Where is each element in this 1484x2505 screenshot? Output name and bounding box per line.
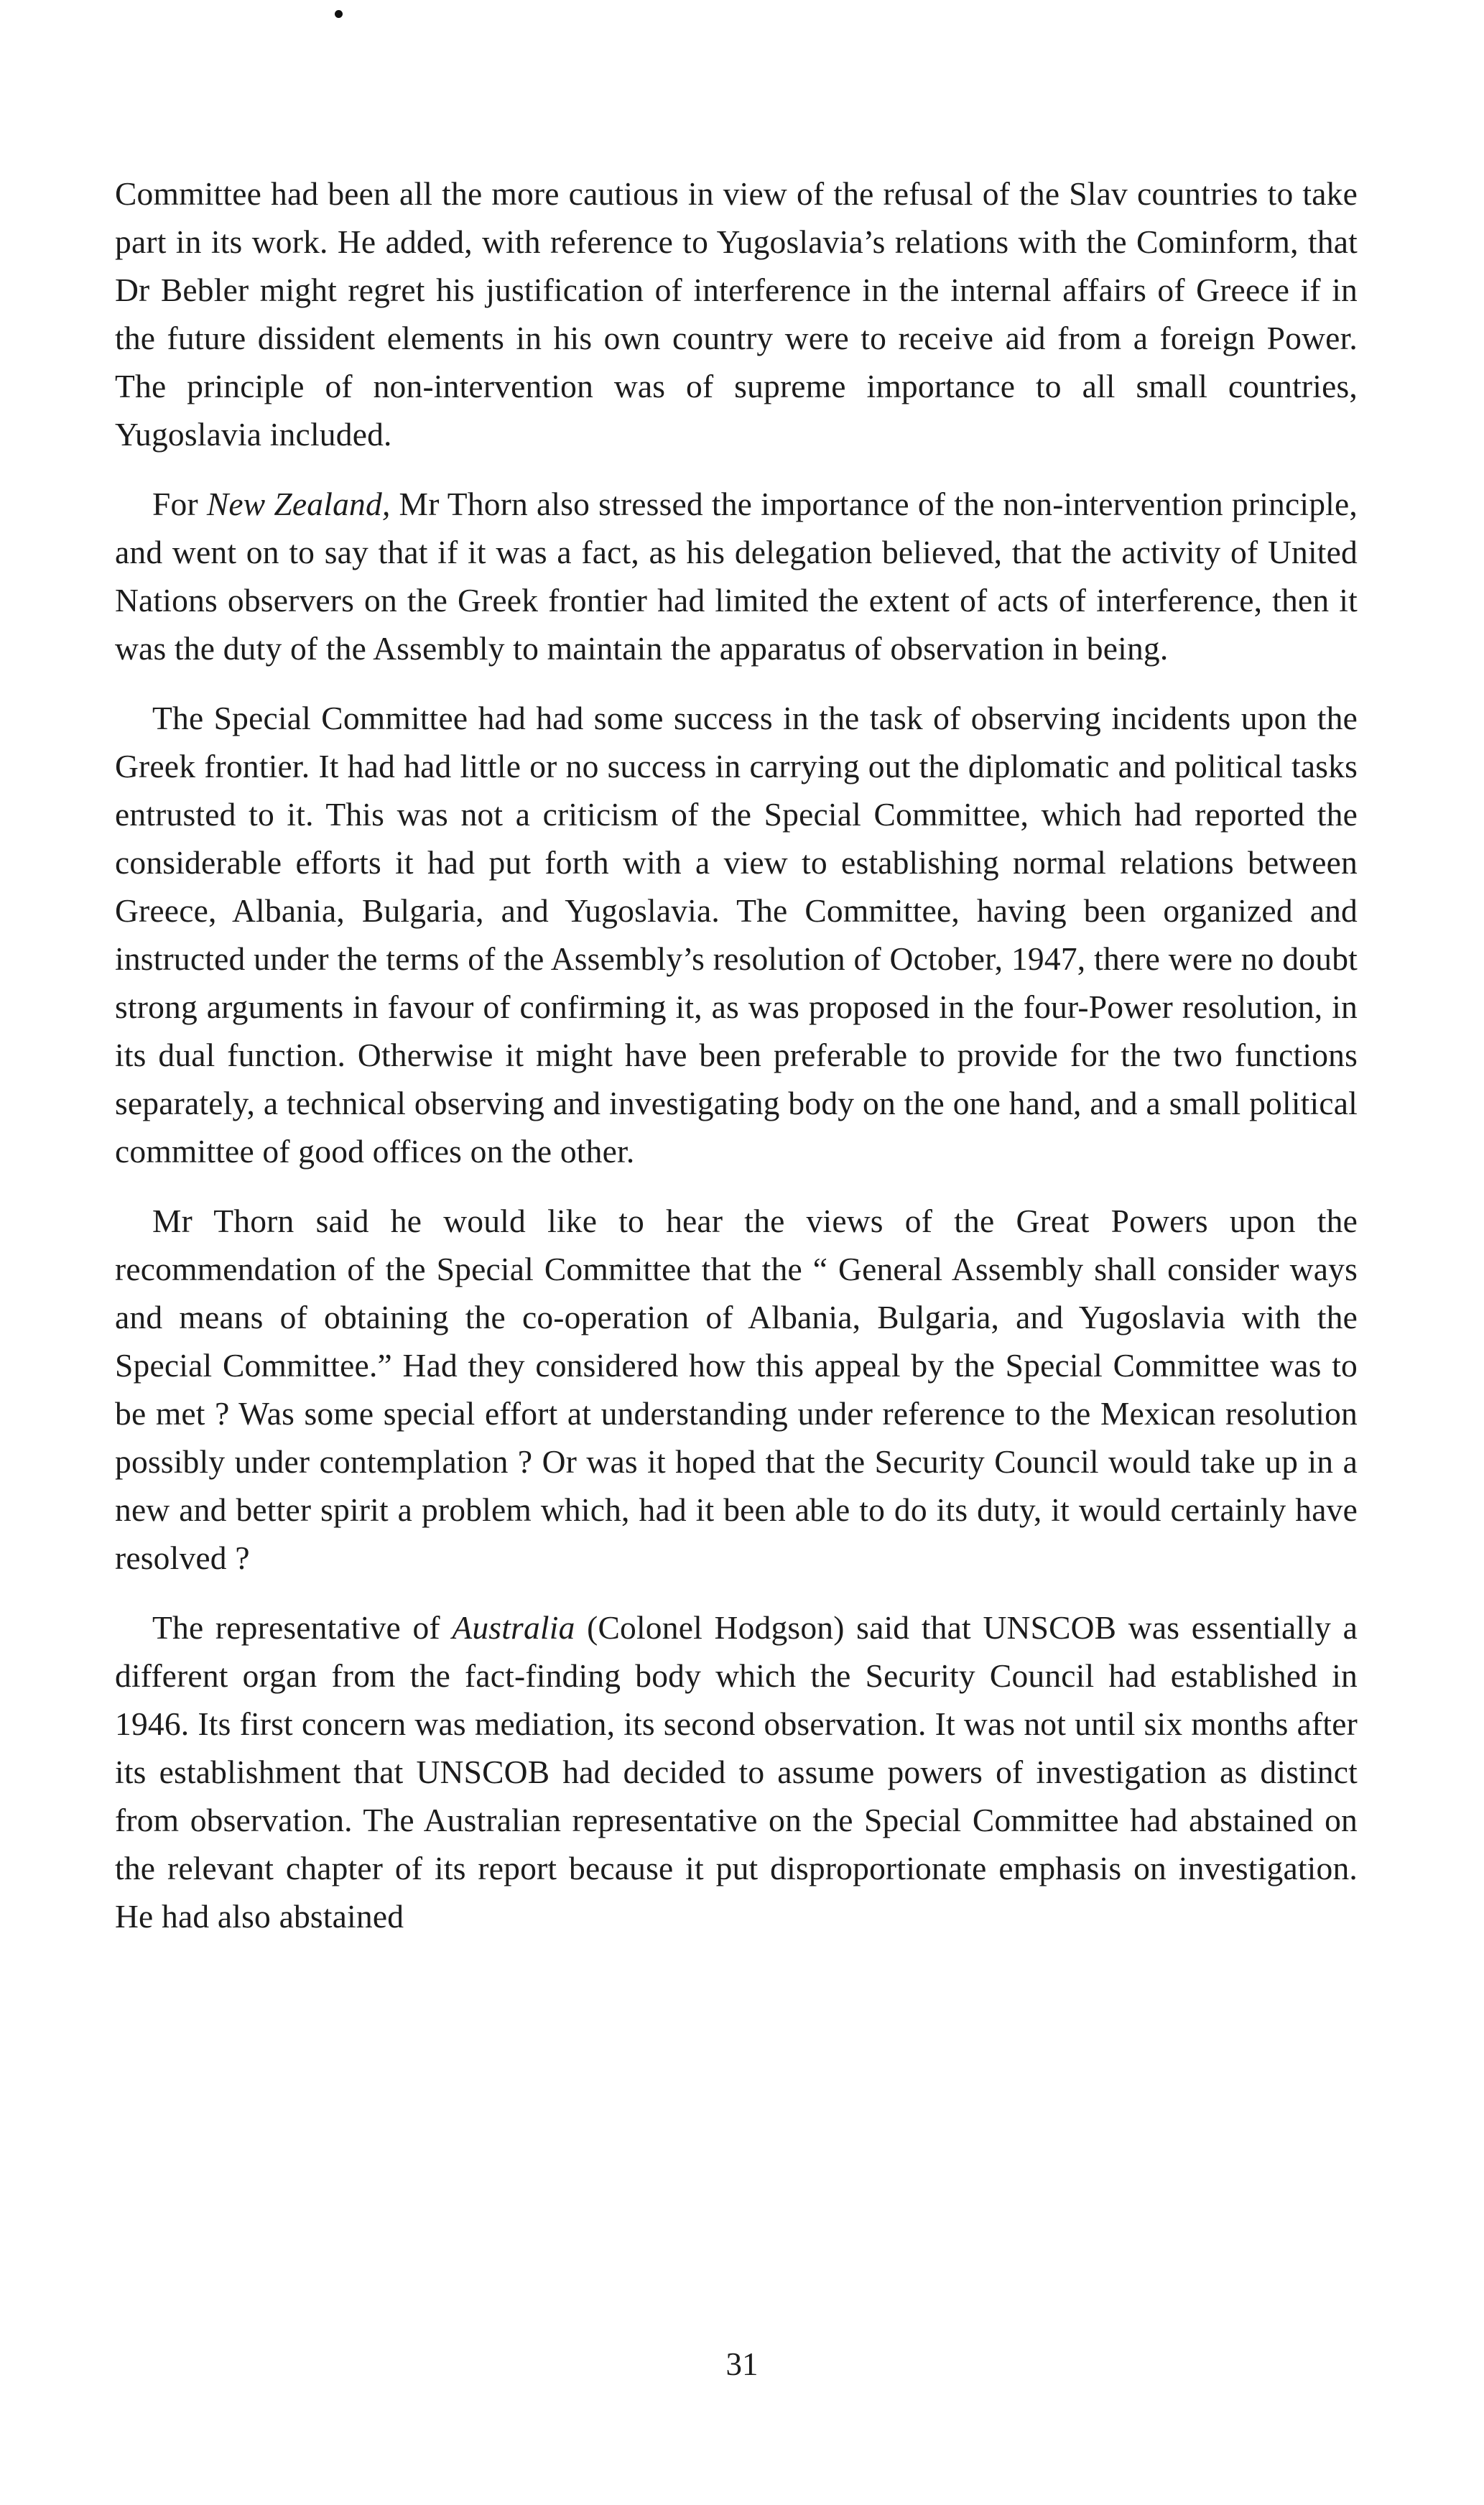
paragraph-3 bbox=[115, 694, 1358, 1175]
paragraph-5-text: (Colonel Hodgson) said that UNSCOB was essentially a different organ from the fact-finding body which the Security Council had established in 1946. Its first concern was mediation, its second observation. It was not until six months after its establishment that UNSCOB had decided to assume powers of investigation as distinct from observation. The Australian representative on the Special Committee had abstained on the relevant chapter of its report because it put disproportionate emphasis on investigation. He had also abstained bbox=[115, 1609, 1358, 1935]
paragraph-5-lead: The representative of bbox=[152, 1609, 453, 1646]
country-australia: Australia bbox=[452, 1609, 575, 1646]
paragraph-2-text: Mr Thorn also stressed the importance of the non-intervention principle, and went on to say that if it was a fact, as his delegation believed, that the activity of United Nations observers on the Greek frontier had limited the extent of acts of interference, then it was the duty of the Assembly to maintain the apparatus of observation in being. bbox=[115, 486, 1358, 667]
paragraph-4 bbox=[115, 1197, 1358, 1582]
country-new-zealand: New Zealand, bbox=[206, 486, 391, 522]
paragraph-5 bbox=[115, 1603, 1358, 1940]
document-body bbox=[115, 170, 1358, 1962]
paragraph-2 bbox=[115, 480, 1358, 672]
paragraph-1-text: Committee had been all the more cautious in view of the refusal of the Slav countries to take part in its work. He added, with reference to Yugoslavia’s relations with the Cominform, that Dr Bebler might regret his justification of interference in the internal affairs of Greece if in the future dissident elements in his own country were to receive aid from a foreign Power. The principle of non-intervention was of supreme importance to all small countries, Yugoslavia included. bbox=[115, 175, 1358, 453]
paragraph-2-lead: For bbox=[152, 486, 207, 522]
page-number: 31 bbox=[725, 2346, 759, 2382]
page-mark-dot bbox=[335, 10, 343, 18]
paragraph-4-text: Mr Thorn said he would like to hear the views of the Great Powers upon the recommendation of the Special Committee that the “ General Assembly shall consider ways and means of obtaining the co-operation of Albania, Bulgaria, and Yugoslavia with the Special Committee.” Had they considered how this appeal by the Special Committee was to be met ? Was some special effort at understanding under reference to the Mexican resolution possibly under contemplation ? Or was it hoped that the Security Council would take up in a new and better spirit a problem which, had it been able to do its duty, it would certainly have resolved ? bbox=[115, 1203, 1358, 1576]
paragraph-3-text: The Special Committee had had some success in the task of observing incidents upon the Greek frontier. It had had little or no success in carrying out the diplomatic and political tasks entrusted to it. This was not a criticism of the Special Committee, which had reported the considerable efforts it had put forth with a view to establishing normal relations between Greece, Albania, Bulgaria, and Yugoslavia. The Committee, having been organized and instructed under the terms of the Assembly’s resolution of October, 1947, there were no doubt strong arguments in favour of confirming it, as was proposed in the four-Power resolution, in its dual function. Otherwise it might have been preferable to provide for the two functions separately, a technical observing and investigating body on the one hand, and a small political committee of good offices on the other. bbox=[115, 700, 1358, 1170]
paragraph-1 bbox=[115, 170, 1358, 458]
